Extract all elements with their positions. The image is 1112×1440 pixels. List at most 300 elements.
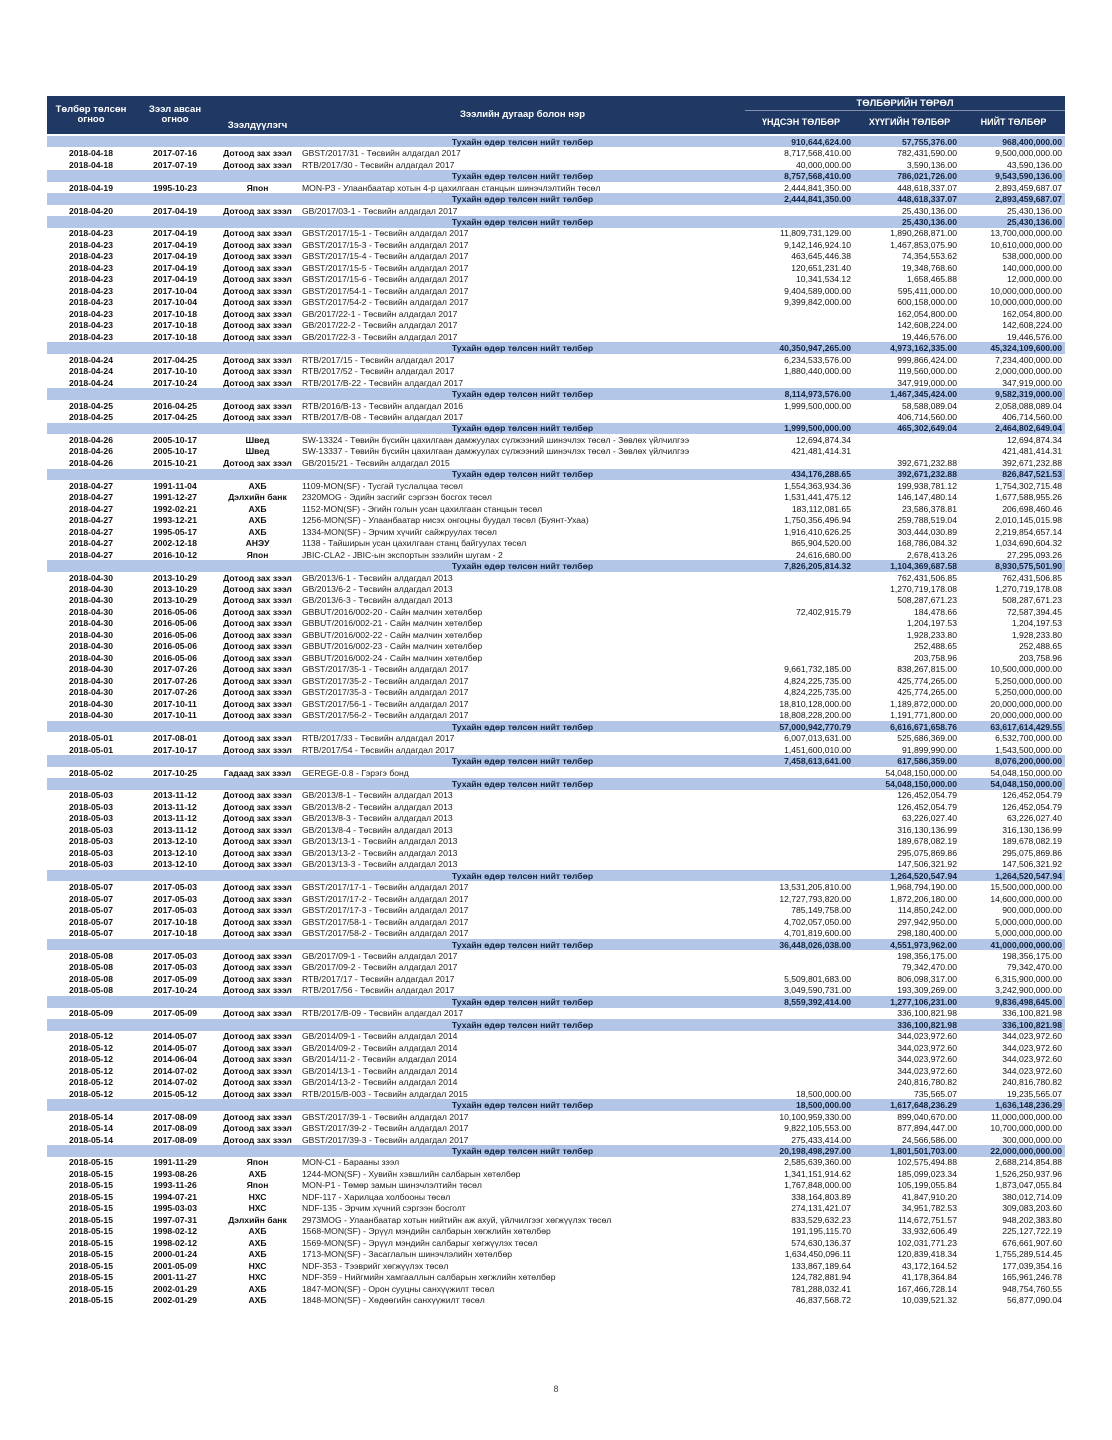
interest-cell: 392,671,232.88 <box>897 457 957 468</box>
total-cell: 14,600,000,000.00 <box>990 893 1062 904</box>
total-cell: 1,873,047,055.84 <box>995 1180 1062 1191</box>
table-row <box>47 847 1065 858</box>
payment-date-cell: 2018-05-12 <box>69 1031 113 1042</box>
total-cell: 225,127,722.19 <box>1002 1226 1062 1237</box>
table-row <box>47 859 1065 870</box>
table-row <box>47 709 1065 720</box>
summary-interest-cell: 54,048,150,000.00 <box>885 778 957 789</box>
loan-name-cell: 1848-MON(SF) - Хөдөөгийн санхүүжилт төсөл <box>302 1295 485 1306</box>
interest-cell: 448,618,337.07 <box>897 182 957 193</box>
total-cell: 344,023,972.60 <box>1002 1031 1062 1042</box>
total-cell: 6,532,700,000.00 <box>995 733 1062 744</box>
debt-payments-table <box>47 96 1065 1306</box>
lender-cell: Дотоод зах зээл <box>223 801 292 812</box>
table-row <box>47 641 1065 652</box>
total-cell: 5,000,000,000.00 <box>995 916 1062 927</box>
summary-label-cell: Тухайн өдөр төлсөн нийт төлбөр <box>451 136 594 147</box>
interest-cell: 102,031,771.23 <box>897 1237 957 1248</box>
total-cell: 165,961,246.78 <box>1002 1272 1062 1283</box>
interest-cell: 43,172,164.52 <box>902 1260 957 1271</box>
payment-date-cell: 2018-04-30 <box>69 664 113 675</box>
principal-cell: 4,702,057,050.00 <box>784 916 851 927</box>
loan-date-cell: 1998-02-12 <box>153 1226 197 1237</box>
table-header <box>47 96 1065 134</box>
loan-name-cell: RTB/2017/56 - Төсвийн алдагдал 2017 <box>302 985 455 996</box>
loan-name-cell: GBST/2017/39-1 - Төсвийн алдагдал 2017 <box>302 1111 469 1122</box>
lender-cell: АХБ <box>248 1226 267 1237</box>
loan-date-cell: 2017-05-03 <box>153 962 197 973</box>
payment-date-cell: 2018-04-25 <box>69 411 113 422</box>
lender-cell: Швед <box>245 446 270 457</box>
principal-cell: 13,531,205,810.00 <box>779 882 851 893</box>
total-cell: 72,587,394.45 <box>1007 606 1062 617</box>
payment-date-cell: 2018-05-15 <box>69 1203 113 1214</box>
lender-cell: НХС <box>248 1260 267 1271</box>
principal-cell: 1,999,500,000.00 <box>784 400 851 411</box>
payment-date-cell: 2018-04-23 <box>69 274 113 285</box>
principal-cell: 9,661,732,185.00 <box>784 664 851 675</box>
loan-name-cell: GBST/2017/31 - Төсвийн алдагдал 2017 <box>302 148 461 159</box>
loan-name-cell: GB/2014/09-1 - Төсвийн алдагдал 2014 <box>302 1031 458 1042</box>
principal-cell: 4,701,819,600.00 <box>784 928 851 939</box>
loan-date-cell: 2016-05-06 <box>153 629 197 640</box>
loan-date-cell: 2017-04-19 <box>153 205 197 216</box>
lender-cell: Дотоод зах зээл <box>223 205 292 216</box>
total-cell: 2,010,145,015.98 <box>995 515 1062 526</box>
interest-cell: 1,968,794,190.00 <box>890 882 957 893</box>
total-cell: 3,242,900,000.00 <box>995 985 1062 996</box>
interest-cell: 24,566,586.00 <box>902 1134 957 1145</box>
table-row <box>47 480 1065 491</box>
lender-cell: АХБ <box>248 1168 267 1179</box>
summary-interest-cell: 25,430,136.00 <box>902 217 957 228</box>
lender-cell: Дотоод зах зээл <box>223 331 292 342</box>
loan-date-cell: 2017-10-04 <box>153 285 197 296</box>
payment-date-cell: 2018-04-23 <box>69 262 113 273</box>
loan-name-cell: GB/2014/11-2 - Төсвийн алдагдал 2014 <box>302 1054 457 1065</box>
table-row <box>47 377 1065 388</box>
lender-cell: Дотоод зах зээл <box>223 572 292 583</box>
summary-label-cell: Тухайн өдөр төлсөн нийт төлбөр <box>451 778 594 789</box>
principal-cell: 574,630,136.37 <box>791 1237 851 1248</box>
table-row <box>47 801 1065 812</box>
loan-name-cell: RTB/2016/B-13 - Төсвийн алдагдал 2016 <box>302 400 463 411</box>
table-row <box>47 962 1065 973</box>
lender-cell: Дотоод зах зээл <box>223 1008 292 1019</box>
interest-cell: 600,158,000.00 <box>897 297 957 308</box>
lender-cell: Дотоод зах зээл <box>223 595 292 606</box>
interest-cell: 1,189,872,000.00 <box>890 698 957 709</box>
principal-cell: 2,444,841,350.00 <box>784 182 851 193</box>
loan-date-cell: 2017-10-24 <box>153 377 197 388</box>
lender-cell: Дотоод зах зээл <box>223 629 292 640</box>
loan-date-cell: 2017-10-11 <box>153 698 197 709</box>
payment-date-cell: 2018-05-15 <box>69 1168 113 1179</box>
lender-cell: Дотоод зах зээл <box>223 1123 292 1134</box>
summary-row <box>47 170 1065 181</box>
lender-cell: Дотоод зах зээл <box>223 859 292 870</box>
total-cell: 12,000,000.00 <box>1007 274 1062 285</box>
principal-cell: 6,234,533,576.00 <box>784 354 851 365</box>
lender-cell: Дотоод зах зээл <box>223 664 292 675</box>
interest-cell: 782,431,590.00 <box>897 148 957 159</box>
loan-name-cell: GB/2013/8-3 - Төсвийн алдагдал 2013 <box>302 813 453 824</box>
interest-cell: 41,847,910.20 <box>902 1191 957 1202</box>
interest-cell: 203,758.96 <box>913 652 957 663</box>
total-cell: 13,700,000,000.00 <box>990 228 1062 239</box>
loan-date-cell: 1998-02-12 <box>153 1237 197 1248</box>
loan-name-cell: GB/2013/6-3 - Төсвийн алдагдал 2013 <box>302 595 453 606</box>
principal-cell: 124,782,881.94 <box>791 1272 851 1283</box>
payment-date-cell: 2018-04-23 <box>69 308 113 319</box>
lender-cell: Дотоод зах зээл <box>223 274 292 285</box>
lender-cell: Дотоод зах зээл <box>223 1077 292 1088</box>
payment-date-cell: 2018-04-18 <box>69 148 113 159</box>
principal-cell: 1,767,848,000.00 <box>784 1180 851 1191</box>
loan-date-cell: 2016-05-06 <box>153 606 197 617</box>
lender-cell: АХБ <box>248 515 267 526</box>
table-row <box>47 790 1065 801</box>
loan-date-cell: 2017-10-24 <box>153 985 197 996</box>
payment-date-cell: 2018-05-03 <box>69 859 113 870</box>
loan-name-cell: GBST/2017/58-1 - Төсвийн алдагдал 2017 <box>302 916 469 927</box>
table-row <box>47 1214 1065 1225</box>
loan-name-cell: MON-P1 - Төмөр замын шинэчлэлтийн төсөл <box>302 1180 482 1191</box>
table-row <box>47 881 1065 892</box>
table-row <box>47 813 1065 824</box>
summary-principal-cell: 18,500,000.00 <box>796 1100 851 1111</box>
table-body <box>47 136 1065 1306</box>
summary-total-cell: 826,847,521.53 <box>1002 469 1062 480</box>
summary-row <box>47 778 1065 789</box>
payment-date-cell: 2018-05-15 <box>69 1272 113 1283</box>
summary-interest-cell: 786,021,726.00 <box>897 171 957 182</box>
total-cell: 25,430,136.00 <box>1007 205 1062 216</box>
summary-row <box>47 388 1065 399</box>
total-cell: 177,039,354.16 <box>1002 1260 1062 1271</box>
loan-name-cell: GB/2014/13-2 - Төсвийн алдагдал 2014 <box>302 1077 458 1088</box>
principal-cell: 133,867,189.64 <box>791 1260 851 1271</box>
loan-date-cell: 2002-12-18 <box>153 538 197 549</box>
total-cell: 7,234,400,000.00 <box>995 354 1062 365</box>
summary-principal-cell: 7,826,205,814.32 <box>784 561 851 572</box>
lender-cell: Дотоод зах зээл <box>223 606 292 617</box>
loan-date-cell: 2016-05-06 <box>153 618 197 629</box>
loan-name-cell: NDF-117 - Харилцаа холбооны төсөл <box>302 1191 451 1202</box>
table-row <box>47 1008 1065 1019</box>
loan-date-cell: 2015-05-12 <box>153 1088 197 1099</box>
payment-date-cell: 2018-05-12 <box>69 1065 113 1076</box>
loan-date-cell: 2017-05-03 <box>153 893 197 904</box>
lender-cell: Дотоод зах зээл <box>223 916 292 927</box>
header-lender: Зээлдүүлэгч <box>227 119 288 131</box>
summary-principal-cell: 40,350,947,265.00 <box>779 343 851 354</box>
header-total: НИЙТ ТӨЛБӨР <box>980 117 1047 128</box>
payment-date-cell: 2018-05-03 <box>69 847 113 858</box>
summary-label-cell: Тухайн өдөр төлсөн нийт төлбөр <box>451 939 594 950</box>
loan-name-cell: GBST/2017/17-2 - Төсвийн алдагдал 2017 <box>302 893 469 904</box>
table-row <box>47 1031 1065 1042</box>
lender-cell: Дотоод зах зээл <box>223 251 292 262</box>
table-row <box>47 526 1065 537</box>
loan-date-cell: 2013-12-10 <box>153 847 197 858</box>
table-row <box>47 1157 1065 1168</box>
summary-total-cell: 9,543,590,136.00 <box>995 171 1062 182</box>
summary-row <box>47 423 1065 434</box>
principal-cell: 781,288,032.41 <box>791 1283 851 1294</box>
loan-name-cell: 1568-MON(SF) - Эрүүл мэндийн салбарын хөгжлийн хөтөлбөр <box>302 1226 551 1237</box>
loan-date-cell: 2014-07-02 <box>153 1077 197 1088</box>
payment-date-cell: 2018-04-18 <box>69 159 113 170</box>
interest-cell: 1,191,771,800.00 <box>890 710 957 721</box>
total-cell: 5,000,000,000.00 <box>995 928 1062 939</box>
lender-cell: Дотоод зах зээл <box>223 262 292 273</box>
principal-cell: 9,822,105,553.00 <box>784 1123 851 1134</box>
table-row <box>47 950 1065 961</box>
principal-cell: 1,554,363,934.36 <box>784 480 851 491</box>
loan-name-cell: GBST/2017/56-2 - Төсвийн алдагдал 2017 <box>302 710 469 721</box>
lender-cell: Дотоод зах зээл <box>223 744 292 755</box>
loan-date-cell: 1993-11-26 <box>153 1180 197 1191</box>
table-row <box>47 1088 1065 1099</box>
loan-date-cell: 2017-10-18 <box>153 928 197 939</box>
interest-cell: 185,099,023.34 <box>897 1168 957 1179</box>
principal-cell: 785,149,758.00 <box>791 905 851 916</box>
header-loan-date: Зээл авсан огноо <box>148 103 202 125</box>
principal-cell: 40,000,000.00 <box>796 159 851 170</box>
payment-date-cell: 2018-04-30 <box>69 572 113 583</box>
loan-name-cell: SW-13337 - Төвийн бүсийн цахилгаан дамжуулах сүлжээний шинэчлэх төсөл - Зөвлөх үйлчилгээ <box>302 446 690 457</box>
summary-interest-cell: 6,616,671,658.76 <box>890 721 957 732</box>
lender-cell: АХБ <box>248 1237 267 1248</box>
loan-date-cell: 2017-07-26 <box>153 687 197 698</box>
total-cell: 1,754,302,715.48 <box>995 480 1062 491</box>
payment-date-cell: 2018-05-15 <box>69 1283 113 1294</box>
table-row <box>47 664 1065 675</box>
payment-date-cell: 2018-05-08 <box>69 951 113 962</box>
summary-total-cell: 2,893,459,687.07 <box>995 194 1062 205</box>
table-row <box>47 457 1065 468</box>
loan-date-cell: 2002-01-29 <box>153 1295 197 1306</box>
loan-date-cell: 2017-04-19 <box>153 262 197 273</box>
payment-date-cell: 2018-04-26 <box>69 457 113 468</box>
principal-cell: 463,645,446.38 <box>791 251 851 262</box>
loan-name-cell: GB/2017/09-1 - Төсвийн алдагдал 2017 <box>302 951 458 962</box>
total-cell: 15,500,000,000.00 <box>990 882 1062 893</box>
summary-total-cell: 968,400,000.00 <box>1002 136 1062 147</box>
interest-cell: 1,872,206,180.00 <box>890 893 957 904</box>
interest-cell: 10,039,521.32 <box>902 1295 957 1306</box>
summary-label-cell: Тухайн өдөр төлсөн нийт төлбөр <box>451 171 594 182</box>
principal-cell: 274,131,421.07 <box>791 1203 851 1214</box>
payment-date-cell: 2018-05-03 <box>69 836 113 847</box>
payment-date-cell: 2018-04-26 <box>69 434 113 445</box>
summary-row <box>47 136 1065 147</box>
interest-cell: 193,309,269.00 <box>897 985 957 996</box>
loan-name-cell: GBBUT/2016/002-20 - Сайн малчин хөтөлбөр <box>302 606 483 617</box>
payment-date-cell: 2018-04-26 <box>69 446 113 457</box>
principal-cell: 1,531,441,475.12 <box>784 492 851 503</box>
lender-cell: Дотоод зах зээл <box>223 951 292 962</box>
total-cell: 252,488.65 <box>1018 641 1062 652</box>
interest-cell: 344,023,972.60 <box>897 1042 957 1053</box>
summary-row <box>47 721 1065 732</box>
interest-cell: 2,678,413.26 <box>906 549 957 560</box>
lender-cell: Дотоод зах зээл <box>223 687 292 698</box>
summary-principal-cell: 20,198,498,297.00 <box>779 1145 851 1156</box>
payment-date-cell: 2018-05-14 <box>69 1111 113 1122</box>
payment-date-cell: 2018-05-15 <box>69 1191 113 1202</box>
lender-cell: Дэлхийн банк <box>228 492 287 503</box>
lender-cell: АХБ <box>248 526 267 537</box>
interest-cell: 344,023,972.60 <box>897 1065 957 1076</box>
payment-date-cell: 2018-05-14 <box>69 1134 113 1145</box>
payment-date-cell: 2018-04-25 <box>69 400 113 411</box>
loan-date-cell: 2001-05-09 <box>153 1260 197 1271</box>
principal-cell: 5,509,801,683.00 <box>784 973 851 984</box>
interest-cell: 899,040,670.00 <box>897 1111 957 1122</box>
loan-date-cell: 1991-11-29 <box>153 1157 197 1168</box>
summary-label-cell: Тухайн өдөр төлсөн нийт төлбөр <box>451 217 594 228</box>
lender-cell: Дотоод зах зээл <box>223 1042 292 1053</box>
lender-cell: Дотоод зах зээл <box>223 457 292 468</box>
total-cell: 20,000,000,000.00 <box>990 710 1062 721</box>
lender-cell: Дотоод зах зээл <box>223 320 292 331</box>
header-payment-type-group <box>745 96 1065 134</box>
interest-cell: 126,452,054.79 <box>897 801 957 812</box>
loan-date-cell: 2015-10-21 <box>153 457 197 468</box>
total-cell: 1,677,588,955.26 <box>995 492 1062 503</box>
principal-cell: 8,717,568,410.00 <box>784 148 851 159</box>
interest-cell: 1,270,719,178.08 <box>890 584 957 595</box>
lender-cell: Дотоод зах зээл <box>223 813 292 824</box>
loan-date-cell: 2017-04-25 <box>153 354 197 365</box>
table-row <box>47 629 1065 640</box>
loan-date-cell: 2016-05-06 <box>153 641 197 652</box>
summary-total-cell: 9,836,498,645.00 <box>995 996 1062 1007</box>
payment-date-cell: 2018-04-30 <box>69 584 113 595</box>
total-cell: 309,083,203.60 <box>1002 1203 1062 1214</box>
payment-date-cell: 2018-04-23 <box>69 251 113 262</box>
table-row <box>47 1122 1065 1133</box>
loan-name-cell: GBBUT/2016/002-24 - Сайн малчин хөтөлбөр <box>302 652 483 663</box>
summary-row <box>47 755 1065 766</box>
loan-date-cell: 2017-04-25 <box>153 411 197 422</box>
summary-interest-cell: 617,586,359.00 <box>897 756 957 767</box>
page-number: 8 <box>553 1384 559 1394</box>
interest-cell: 838,267,815.00 <box>897 664 957 675</box>
loan-name-cell: GB/2013/8-1 - Төсвийн алдагдал 2013 <box>302 790 453 801</box>
interest-cell: 3,590,136.00 <box>906 159 957 170</box>
interest-cell: 344,023,972.60 <box>897 1054 957 1065</box>
table-row <box>47 767 1065 778</box>
lender-cell: Дотоод зах зээл <box>223 584 292 595</box>
loan-name-cell: RTB/2017/17 - Төсвийн алдагдал 2017 <box>302 973 455 984</box>
header-principal: ҮНДСЭН ТӨЛБӨР <box>762 117 840 128</box>
table-row <box>47 893 1065 904</box>
loan-date-cell: 2017-05-09 <box>153 1008 197 1019</box>
interest-cell: 1,928,233.80 <box>906 629 957 640</box>
total-cell: 508,287,671.23 <box>1002 595 1062 606</box>
total-cell: 126,452,054.79 <box>1002 801 1062 812</box>
interest-cell: 762,431,506.85 <box>897 572 957 583</box>
interest-cell: 25,430,136.00 <box>902 205 957 216</box>
table-row <box>47 159 1065 170</box>
total-cell: 900,000,000.00 <box>1002 905 1062 916</box>
principal-cell: 1,880,440,000.00 <box>784 366 851 377</box>
total-cell: 2,688,214,854.88 <box>995 1157 1062 1168</box>
interest-cell: 347,919,000.00 <box>897 377 957 388</box>
summary-interest-cell: 1,264,520,547.94 <box>890 870 957 881</box>
table-row <box>47 205 1065 216</box>
table-row <box>47 1076 1065 1087</box>
loan-date-cell: 2014-06-04 <box>153 1054 197 1065</box>
summary-label-cell: Тухайн өдөр төлсөн нийт төлбөр <box>451 194 594 205</box>
lender-cell: Дотоод зах зээл <box>223 1111 292 1122</box>
payment-date-cell: 2018-05-08 <box>69 985 113 996</box>
loan-name-cell: GB/2015/21 - Төсвийн алдагдал 2015 <box>302 457 450 468</box>
loan-date-cell: 1993-08-26 <box>153 1168 197 1179</box>
lender-cell: Дотоод зах зээл <box>223 618 292 629</box>
payment-date-cell: 2018-05-15 <box>69 1249 113 1260</box>
total-cell: 2,893,459,687.07 <box>995 182 1062 193</box>
table-row <box>47 618 1065 629</box>
summary-total-cell: 54,048,150,000.00 <box>990 778 1062 789</box>
loan-date-cell: 2000-01-24 <box>153 1249 197 1260</box>
total-cell: 5,250,000,000.00 <box>995 687 1062 698</box>
loan-name-cell: GBST/2017/15-3 - Төсвийн алдагдал 2017 <box>302 239 469 250</box>
summary-principal-cell: 434,176,288.65 <box>791 469 851 480</box>
lender-cell: Дотоод зах зээл <box>223 1054 292 1065</box>
table-row <box>47 1294 1065 1305</box>
table-row <box>47 744 1065 755</box>
summary-interest-cell: 448,618,337.07 <box>897 194 957 205</box>
loan-date-cell: 1992-02-21 <box>153 503 197 514</box>
table-row <box>47 331 1065 342</box>
loan-name-cell: GB/2013/8-2 - Төсвийн алдагдал 2013 <box>302 801 453 812</box>
lender-cell: Дотоод зах зээл <box>223 928 292 939</box>
payment-date-cell: 2018-04-27 <box>69 480 113 491</box>
table-row <box>47 251 1065 262</box>
loan-date-cell: 2017-10-18 <box>153 308 197 319</box>
loan-date-cell: 2017-07-26 <box>153 675 197 686</box>
principal-cell: 18,500,000.00 <box>796 1088 851 1099</box>
table-row <box>47 549 1065 560</box>
summary-row <box>47 1019 1065 1030</box>
lender-cell: Япон <box>246 182 269 193</box>
lender-cell: Дотоод зах зээл <box>223 239 292 250</box>
principal-cell: 1,916,410,626.25 <box>784 526 851 537</box>
lender-cell: НХС <box>248 1272 267 1283</box>
loan-name-cell: 1847-MON(SF) - Орон сууцны санхүүжилт төсөл <box>302 1283 495 1294</box>
lender-cell: Япон <box>246 549 269 560</box>
summary-interest-cell: 1,801,501,703.00 <box>890 1145 957 1156</box>
payment-date-cell: 2018-05-08 <box>69 962 113 973</box>
summary-row <box>47 1099 1065 1110</box>
summary-row <box>47 469 1065 480</box>
table-row <box>47 1042 1065 1053</box>
summary-principal-cell: 8,757,568,410.00 <box>784 171 851 182</box>
total-cell: 300,000,000.00 <box>1002 1134 1062 1145</box>
table-row <box>47 927 1065 938</box>
table-row <box>47 514 1065 525</box>
table-row <box>47 1248 1065 1259</box>
payment-date-cell: 2018-05-15 <box>69 1260 113 1271</box>
payment-date-cell: 2018-04-30 <box>69 606 113 617</box>
loan-name-cell: MON-P3 - Улаанбаатар хотын 4-р цахилгаан станцын шинэчлэлтийн төсөл <box>302 182 601 193</box>
loan-name-cell: GBST/2017/39-3 - Төсвийн алдагдал 2017 <box>302 1134 469 1145</box>
loan-date-cell: 2017-04-19 <box>153 239 197 250</box>
